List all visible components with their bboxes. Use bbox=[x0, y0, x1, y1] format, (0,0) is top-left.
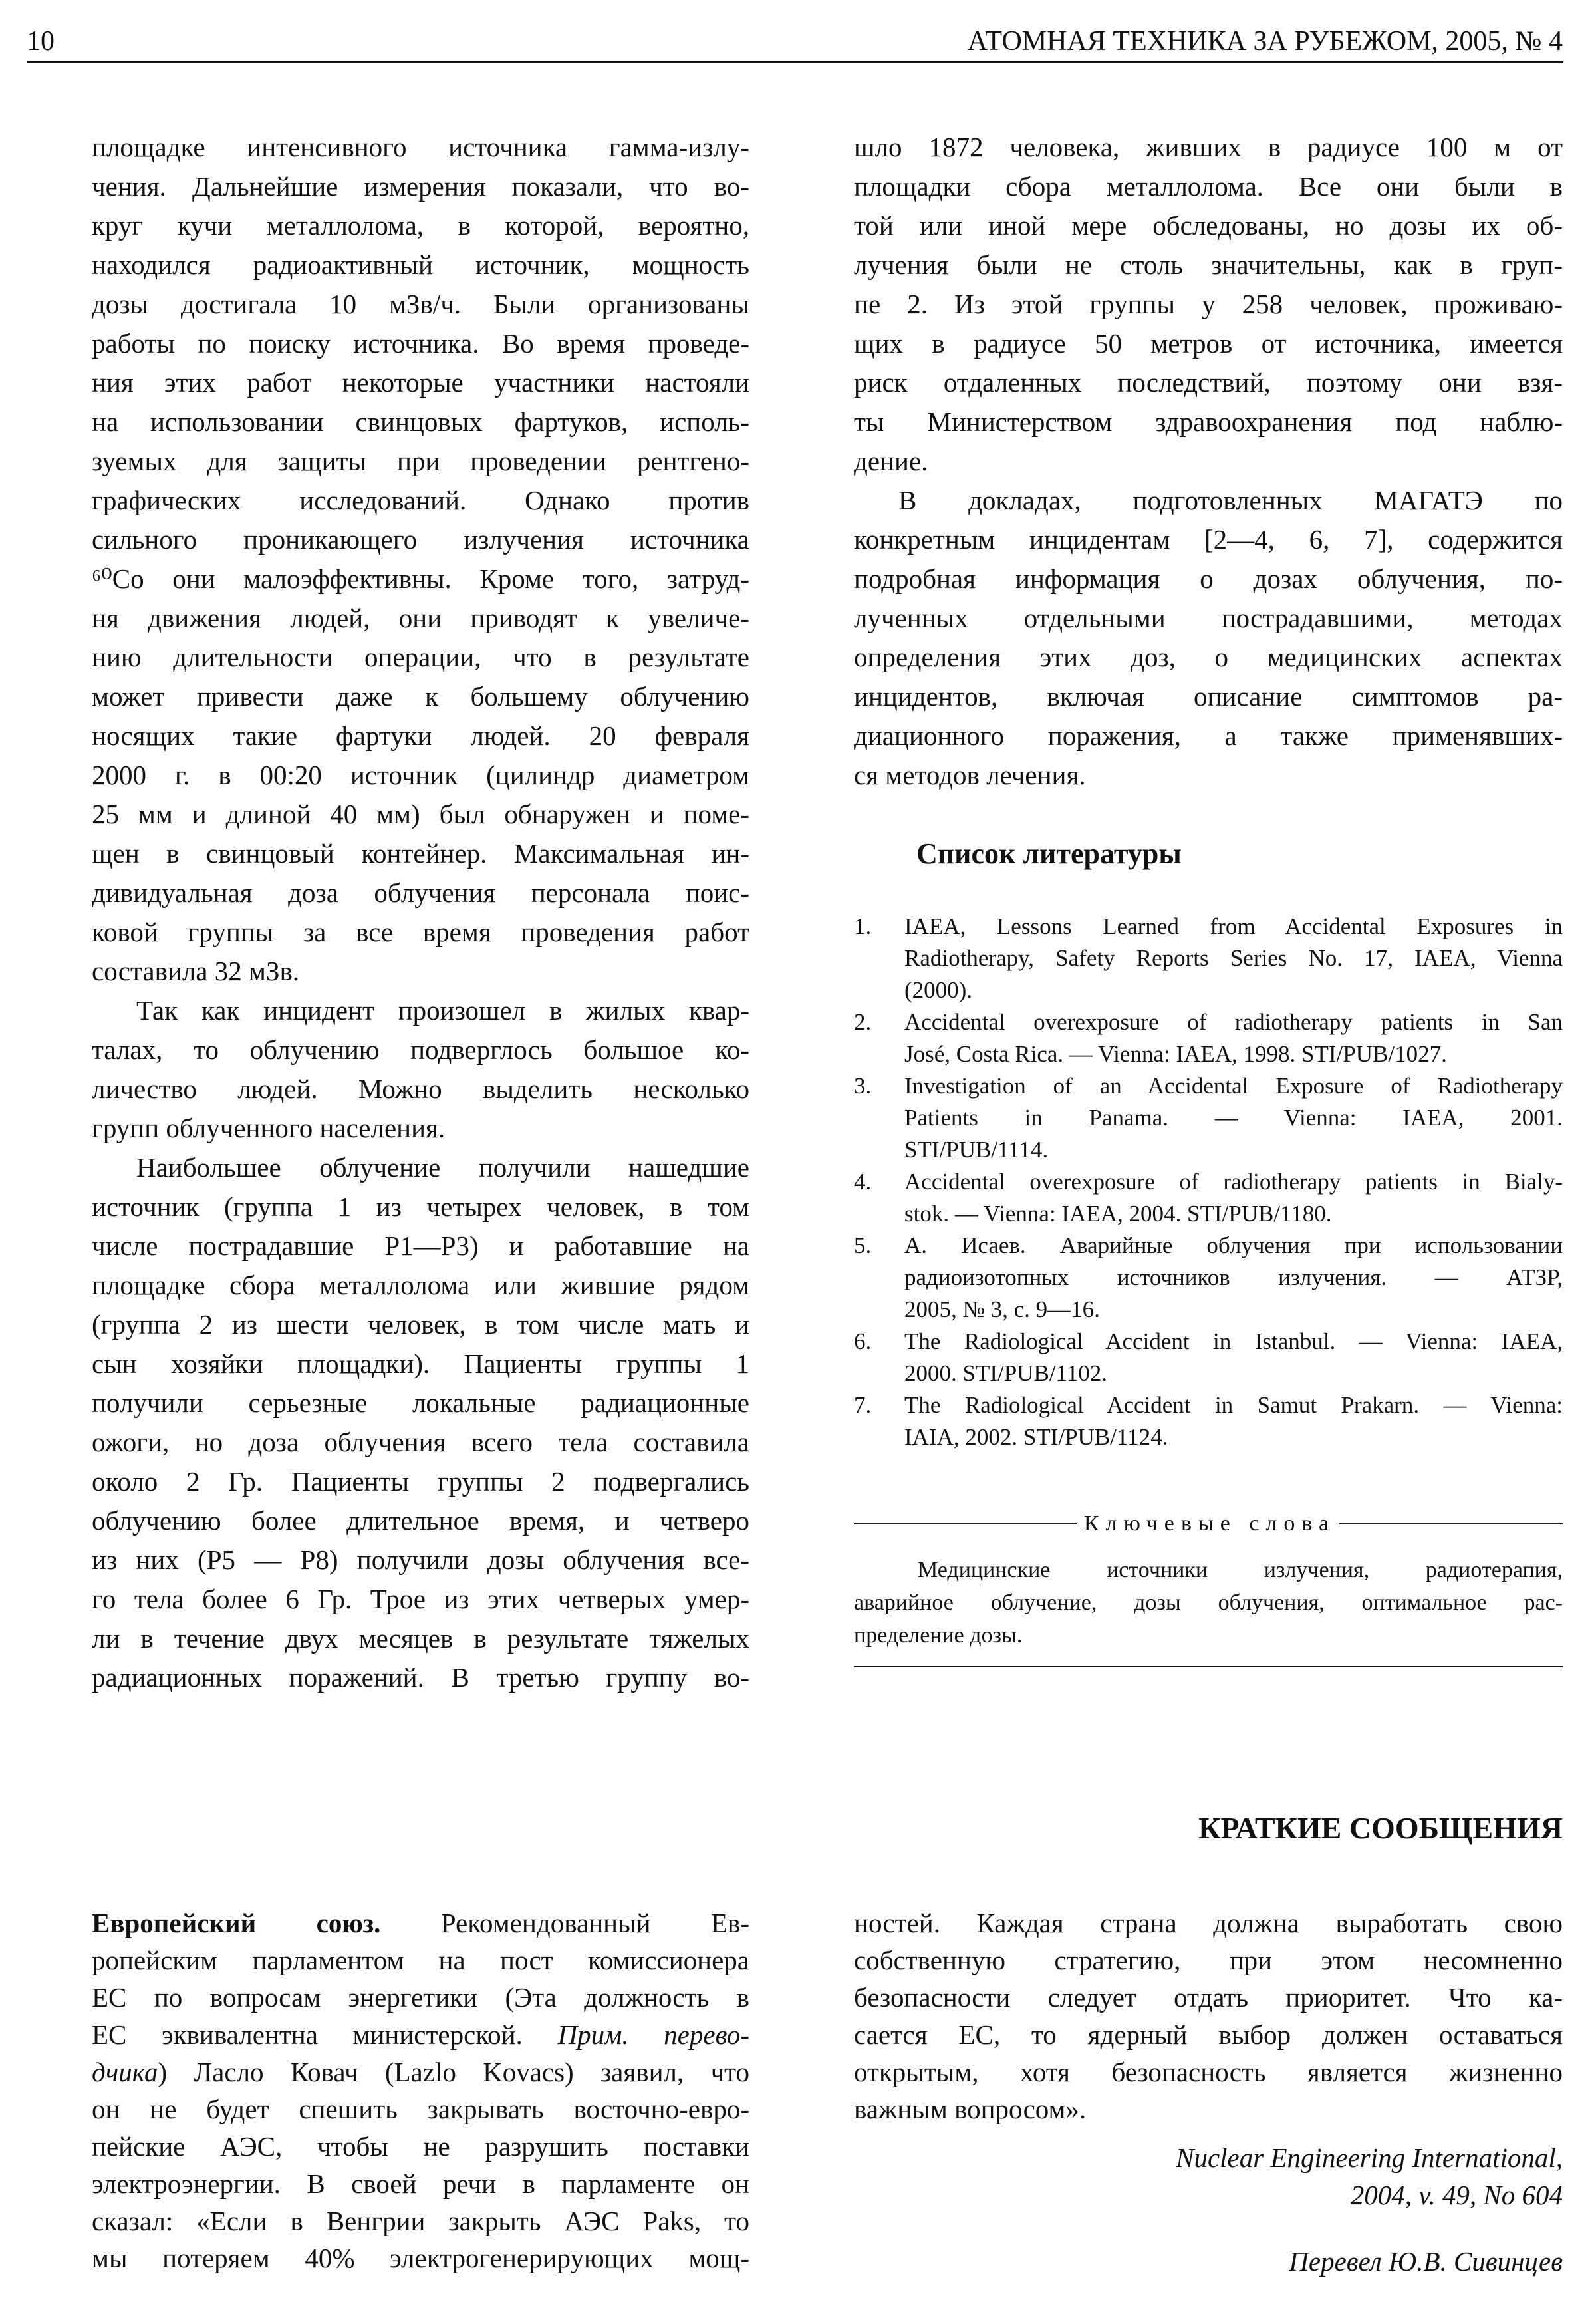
text-segment: чения. Дальнейшие измерения показали, что во- bbox=[92, 171, 749, 202]
text-segment: пейские АЭС, чтобы не разрушить поставки bbox=[92, 2131, 749, 2162]
text-line bbox=[92, 1070, 749, 1109]
text-line bbox=[92, 991, 749, 1030]
references-heading: Список литературы bbox=[916, 837, 1182, 870]
text-line bbox=[854, 520, 1563, 559]
text-segment: дивидуальная доза облучения персонала поис- bbox=[92, 877, 749, 908]
text-line bbox=[92, 1462, 749, 1501]
text-segment: собственную стратегию, при этом несомненно bbox=[854, 1945, 1563, 1975]
text-segment: В докладах, подготовленных МАГАТЭ по bbox=[898, 485, 1563, 515]
text-segment: риск отдаленных последствий, поэтому они взя- bbox=[854, 367, 1563, 398]
text-segment: ня движения людей, они приводят к увеличе- bbox=[92, 603, 749, 633]
text-segment: из них (P5 — P8) получили дозы облучения все- bbox=[92, 1544, 749, 1575]
text-line bbox=[854, 285, 1563, 324]
reference-line: радиоизотопных источников излучения. — АТЗР, bbox=[904, 1264, 1563, 1290]
reference-line: А. Исаев. Аварийные облучения при использовании bbox=[904, 1232, 1563, 1258]
text-segment: зуемых для защиты при проведении рентгено- bbox=[92, 446, 749, 476]
source-line-1: Nuclear Engineering International, bbox=[1176, 2142, 1563, 2173]
translator-credit: Перевел Ю.В. Сивинцев bbox=[1289, 2246, 1563, 2277]
italic-note: дчика bbox=[92, 2057, 158, 2087]
paragraph bbox=[854, 128, 1563, 481]
text-segment: ЕС по вопросам энергетики (Эта должность в bbox=[92, 1982, 749, 2013]
text-segment: щих в радиусе 50 метров от источника, имеется bbox=[854, 328, 1563, 359]
text-line bbox=[854, 756, 1563, 795]
text-segment: той или иной мере обследованы, но дозы их об- bbox=[854, 210, 1563, 241]
text-segment: безопасности следует отдать приоритет. Что ка- bbox=[854, 1982, 1563, 2013]
text-line bbox=[854, 2091, 1563, 2128]
text-segment: мы потеряем 40% электрогенерирующих мощ- bbox=[92, 2243, 749, 2273]
news-left-column bbox=[92, 1904, 749, 2277]
text-line bbox=[854, 1979, 1563, 2016]
text-segment: сын хозяйки площадки). Пациенты группы 1 bbox=[92, 1348, 749, 1379]
text-segment: ковой группы за все время проведения работ bbox=[92, 917, 749, 947]
text-line bbox=[92, 677, 749, 716]
text-segment: ностей. Каждая страна должна выработать свою bbox=[854, 1908, 1563, 1938]
text-line bbox=[92, 245, 749, 285]
text-line bbox=[92, 873, 749, 913]
keywords-bottom-rule bbox=[854, 1666, 1563, 1667]
text-segment: нию длительности операции, что в результате bbox=[92, 642, 749, 672]
reference-line: The Radiological Accident in Istanbul. — Vienna: IAEA, bbox=[904, 1328, 1563, 1354]
text-segment: ЕС эквивалентна министерской. bbox=[92, 2019, 558, 2050]
text-line bbox=[92, 834, 749, 873]
news-right-column bbox=[854, 1904, 1563, 2128]
text-segment: личество людей. Можно выделить несколько bbox=[92, 1074, 749, 1104]
paragraph bbox=[92, 1904, 749, 2277]
text-segment: радиационных поражений. В третью группу во- bbox=[92, 1662, 749, 1693]
reference-line: 2005, № 3, с. 9—16. bbox=[904, 1296, 1100, 1322]
reference-item bbox=[854, 1070, 1563, 1166]
text-line bbox=[92, 2016, 749, 2053]
text-segment: диационного поражения, а также применявших- bbox=[854, 720, 1563, 751]
text-segment: ния этих работ некоторые участники настояли bbox=[92, 367, 749, 398]
text-line bbox=[854, 2053, 1563, 2091]
text-segment: важным вопросом». bbox=[854, 2094, 1087, 2124]
running-header: АТОМНАЯ ТЕХНИКА ЗА РУБЕЖОМ, 2005, № 4 bbox=[967, 26, 1563, 57]
text-segment: ропейским парламентом на пост комиссионера bbox=[92, 1945, 749, 1975]
text-line bbox=[854, 206, 1563, 245]
text-line bbox=[92, 1227, 749, 1266]
bold-lead: Европейский союз. bbox=[92, 1908, 381, 1938]
paragraph bbox=[92, 991, 749, 1148]
text-segment: получили серьезные локальные радиационные bbox=[92, 1387, 749, 1418]
text-line bbox=[92, 1580, 749, 1619]
reference-item bbox=[854, 1326, 1563, 1389]
text-line bbox=[92, 2053, 749, 2091]
references-list bbox=[854, 911, 1563, 1453]
reference-item bbox=[854, 1006, 1563, 1070]
text-line bbox=[92, 128, 749, 167]
keywords-line: Медицинские источники излучения, радиотерапия, bbox=[918, 1558, 1563, 1582]
reference-line: Patients in Panama. — Vienna: IAEA, 2001. bbox=[904, 1105, 1563, 1131]
text-line bbox=[854, 559, 1563, 599]
source-citation bbox=[1176, 2139, 1563, 2214]
left-column bbox=[92, 128, 749, 1697]
text-line bbox=[854, 599, 1563, 638]
reference-item bbox=[854, 1389, 1563, 1453]
text-segment: ли в течение двух месяцев в результате тяжелых bbox=[92, 1623, 749, 1654]
reference-line: Investigation of an Accidental Exposure of Radiotherapy bbox=[904, 1073, 1563, 1099]
text-line bbox=[92, 1942, 749, 1979]
text-line bbox=[92, 2091, 749, 2128]
text-line bbox=[92, 1266, 749, 1305]
text-line bbox=[854, 402, 1563, 442]
text-segment: 2000 г. в 00:20 источник (цилиндр диаметром bbox=[92, 760, 749, 790]
text-line bbox=[92, 1658, 749, 1697]
text-line bbox=[92, 1619, 749, 1658]
text-segment: ся методов лечения. bbox=[854, 760, 1086, 790]
text-segment: ожоги, но доза облучения всего тела составила bbox=[92, 1427, 749, 1457]
text-segment: ) Ласло Ковач (Lazlo Kovacs) заявил, что bbox=[158, 2057, 749, 2087]
text-segment: лучения были не столь значительны, как в груп- bbox=[854, 249, 1563, 280]
text-line bbox=[92, 559, 749, 599]
text-segment: работы по поиску источника. Во время проведе- bbox=[92, 328, 749, 359]
text-segment: Так как инцидент произошел в жилых квар- bbox=[136, 995, 749, 1026]
text-line bbox=[92, 1109, 749, 1148]
text-segment: сается ЕС, то ядерный выбор должен оставаться bbox=[854, 2019, 1563, 2050]
text-line bbox=[92, 1540, 749, 1580]
text-segment: подробная информация о дозах облучения, по- bbox=[854, 563, 1563, 594]
text-segment: он не будет спешить закрывать восточно-евро- bbox=[92, 2094, 749, 2124]
text-segment: групп облученного населения. bbox=[92, 1113, 446, 1143]
text-line bbox=[854, 128, 1563, 167]
text-line bbox=[854, 638, 1563, 677]
reference-line: (2000). bbox=[904, 977, 973, 1003]
text-line bbox=[92, 1344, 749, 1383]
reference-line: STI/PUB/1114. bbox=[904, 1137, 1049, 1163]
reference-number: 7. bbox=[854, 1392, 872, 1418]
reference-line: IAEA, Lessons Learned from Accidental Exposures in bbox=[904, 913, 1563, 939]
text-segment: находился радиоактивный источник, мощность bbox=[92, 249, 749, 280]
text-line bbox=[92, 952, 749, 991]
text-line bbox=[92, 1148, 749, 1187]
text-segment: дозы достигала 10 мЗв/ч. Были организованы bbox=[92, 289, 749, 319]
text-line bbox=[854, 481, 1563, 520]
text-segment: 25 мм и длиной 40 мм) был обнаружен и поме- bbox=[92, 799, 749, 829]
text-line bbox=[92, 167, 749, 206]
text-line bbox=[92, 520, 749, 559]
text-segment: инцидентов, включая описание симптомов ра- bbox=[854, 681, 1563, 712]
text-line bbox=[854, 677, 1563, 716]
reference-line: IAIA, 2002. STI/PUB/1124. bbox=[904, 1424, 1168, 1450]
text-line bbox=[854, 245, 1563, 285]
text-line bbox=[92, 324, 749, 363]
text-line bbox=[92, 442, 749, 481]
text-segment: (группа 2 из шести человек, в том числе мать и bbox=[92, 1309, 749, 1340]
text-line bbox=[854, 442, 1563, 481]
text-line bbox=[92, 2128, 749, 2165]
text-line bbox=[92, 2165, 749, 2202]
text-line bbox=[92, 285, 749, 324]
text-segment: Рекомендованный Ев- bbox=[380, 1908, 749, 1938]
text-segment: сказал: «Если в Венгрии закрыть АЭС Paks, то bbox=[92, 2206, 749, 2236]
divider bbox=[854, 1523, 1077, 1524]
text-segment: конкретным инцидентам [2—4, 6, 7], содержится bbox=[854, 524, 1563, 555]
text-segment: ты Министерством здравоохранения под наблю- bbox=[854, 406, 1563, 437]
paragraph bbox=[854, 1904, 1563, 2128]
text-segment: облучению более длительное время, и четверо bbox=[92, 1505, 749, 1536]
reference-number: 4. bbox=[854, 1169, 872, 1195]
text-line bbox=[92, 206, 749, 245]
keywords-title: Ключевые слова bbox=[1083, 1511, 1336, 1536]
text-segment: числе пострадавшие P1—P3) и работавшие на bbox=[92, 1231, 749, 1261]
text-segment: площадке сбора металлолома или жившие рядом bbox=[92, 1270, 749, 1300]
text-line bbox=[854, 324, 1563, 363]
reference-number: 2. bbox=[854, 1009, 872, 1035]
text-segment: лученных отдельными пострадавшими, методах bbox=[854, 603, 1563, 633]
text-line bbox=[92, 1187, 749, 1227]
header-rule bbox=[27, 61, 1563, 63]
text-segment: источник (группа 1 из четырех человек, в том bbox=[92, 1191, 749, 1222]
text-line bbox=[854, 1942, 1563, 1979]
text-line bbox=[854, 167, 1563, 206]
text-line bbox=[92, 599, 749, 638]
keywords-line: аварийное облучение, дозы облучения, оптимальное рас- bbox=[854, 1590, 1563, 1615]
reference-line: stok. — Vienna: IAEA, 2004. STI/PUB/1180. bbox=[904, 1201, 1332, 1227]
text-line bbox=[92, 638, 749, 677]
page-number: 10 bbox=[27, 26, 55, 57]
text-segment: около 2 Гр. Пациенты группы 2 подвергались bbox=[92, 1466, 749, 1497]
text-segment: щен в свинцовый контейнер. Максимальная ин- bbox=[92, 838, 749, 869]
reference-line: Accidental overexposure of radiotherapy patients in Bialy- bbox=[904, 1169, 1563, 1195]
reference-number: 5. bbox=[854, 1232, 872, 1258]
text-segment: шло 1872 человека, живших в радиусе 100 м от bbox=[854, 132, 1563, 162]
paragraph bbox=[854, 481, 1563, 795]
text-line bbox=[92, 1501, 749, 1540]
text-line bbox=[92, 913, 749, 952]
section-title: КРАТКИЕ СООБЩЕНИЯ bbox=[1198, 1811, 1563, 1845]
text-line bbox=[92, 716, 749, 756]
reference-number: 3. bbox=[854, 1073, 872, 1099]
keywords-text bbox=[854, 1554, 1563, 1652]
text-line bbox=[92, 1305, 749, 1344]
text-line bbox=[854, 1904, 1563, 1942]
text-segment: площадке интенсивного источника гамма-излу- bbox=[92, 132, 749, 162]
text-segment: талах, то облучению подверглось большое ко- bbox=[92, 1034, 749, 1065]
text-line bbox=[92, 2202, 749, 2240]
reference-number: 6. bbox=[854, 1328, 872, 1354]
paragraph bbox=[92, 128, 749, 991]
reference-item bbox=[854, 1166, 1563, 1230]
text-line bbox=[854, 716, 1563, 756]
reference-item bbox=[854, 911, 1563, 1006]
text-segment: составила 32 мЗв. bbox=[92, 956, 300, 986]
reference-item bbox=[854, 1230, 1563, 1326]
text-segment: графических исследований. Однако против bbox=[92, 485, 749, 515]
text-line bbox=[854, 2016, 1563, 2053]
text-line bbox=[92, 795, 749, 834]
right-column bbox=[854, 128, 1563, 795]
text-segment: дение. bbox=[854, 446, 928, 476]
reference-line: Accidental overexposure of radiotherapy patients in San bbox=[904, 1009, 1563, 1035]
text-line bbox=[92, 1979, 749, 2016]
text-line bbox=[92, 1383, 749, 1423]
text-segment: го тела более 6 Гр. Трое из этих четверых умер- bbox=[92, 1584, 749, 1614]
text-line bbox=[92, 2240, 749, 2277]
text-segment: на использовании свинцовых фартуков, исполь- bbox=[92, 406, 749, 437]
text-segment: сильного проникающего излучения источника bbox=[92, 524, 749, 555]
text-line bbox=[92, 481, 749, 520]
text-segment: носящих такие фартуки людей. 20 февраля bbox=[92, 720, 749, 751]
text-segment: ⁶⁰Co они малоэффективны. Кроме того, затруд- bbox=[92, 563, 749, 594]
paragraph bbox=[92, 1148, 749, 1697]
text-segment: открытым, хотя безопасность является жизненно bbox=[854, 2057, 1563, 2087]
text-line bbox=[92, 1904, 749, 1942]
divider bbox=[1339, 1523, 1563, 1524]
text-line bbox=[92, 756, 749, 795]
text-line bbox=[92, 1423, 749, 1462]
text-segment: Наибольшее облучение получили нашедшие bbox=[136, 1152, 749, 1183]
italic-note: Прим. перево- bbox=[557, 2019, 749, 2050]
reference-line: The Radiological Accident in Samut Prakarn. — Vienna: bbox=[904, 1392, 1563, 1418]
reference-line: José, Costa Rica. — Vienna: IAEA, 1998. STI/PUB/1027. bbox=[904, 1041, 1447, 1067]
reference-line: Radiotherapy, Safety Reports Series No. 17, IAEA, Vienna bbox=[904, 945, 1563, 971]
text-line bbox=[92, 363, 749, 402]
text-line bbox=[854, 363, 1563, 402]
reference-line: 2000. STI/PUB/1102. bbox=[904, 1360, 1107, 1386]
text-line bbox=[92, 1030, 749, 1070]
text-segment: электроэнергии. В своей речи в парламенте он bbox=[92, 2168, 749, 2199]
text-segment: может привести даже к большему облучению bbox=[92, 681, 749, 712]
text-segment: круг кучи металлолома, в которой, вероятно, bbox=[92, 210, 749, 241]
reference-number: 1. bbox=[854, 913, 872, 939]
text-segment: пе 2. Из этой группы у 258 человек, проживаю- bbox=[854, 289, 1563, 319]
source-line-2: 2004, v. 49, No 604 bbox=[1350, 2180, 1563, 2210]
text-line bbox=[92, 402, 749, 442]
text-segment: площадки сбора металлолома. Все они были в bbox=[854, 171, 1563, 202]
keywords-line: пределение дозы. bbox=[854, 1623, 1023, 1648]
keywords-heading bbox=[854, 1509, 1563, 1539]
text-segment: определения этих доз, о медицинских аспектах bbox=[854, 642, 1563, 672]
